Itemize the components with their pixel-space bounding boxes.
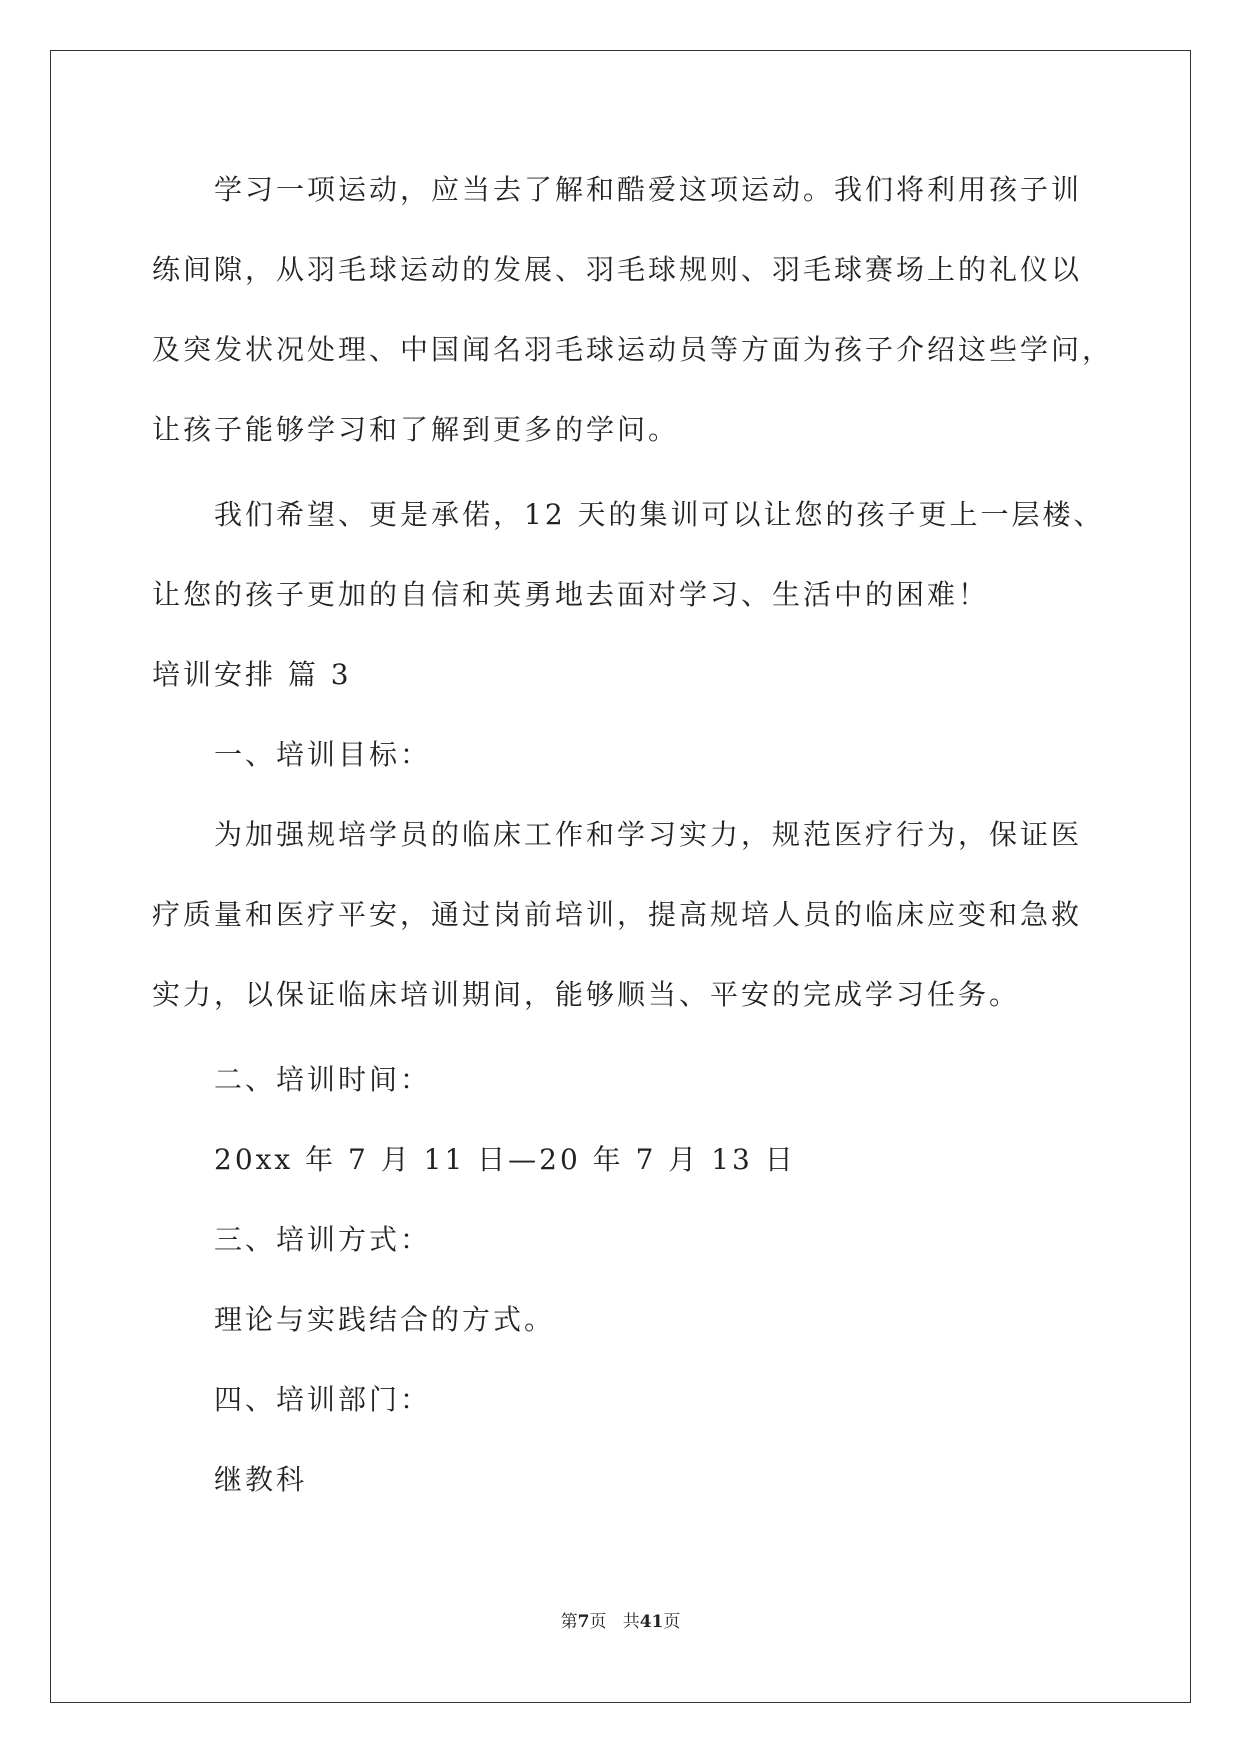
paragraph-line-4: 让孩子能够学习和了解到更多的学问。: [152, 413, 680, 446]
paragraph-line-9: 为加强规培学员的临床工作和学习实力，规范医疗行为，保证医: [214, 818, 1083, 851]
paragraph-line-3: 及突发状况处理、中国闻名羽毛球运动员等方面为孩子介绍这些学问，: [152, 333, 1114, 366]
page-footer: [0, 1610, 1241, 1634]
footer-total-unit: 页: [663, 1612, 681, 1632]
subheading-department: 四、培训部门：: [214, 1383, 432, 1416]
subheading-goal: 一、培训目标：: [214, 738, 432, 771]
section-heading: 培训安排 篇 3: [152, 658, 352, 691]
paragraph-line-1: 学习一项运动，应当去了解和酷爱这项运动。我们将利用孩子训: [214, 173, 1083, 206]
page-border: [50, 50, 1191, 1703]
paragraph-line-6: 让您的孩子更加的自信和英勇地去面对学习、生活中的困难！: [152, 578, 990, 611]
footer-total-prefix: 共: [622, 1612, 640, 1632]
footer-page-number: 7: [577, 1612, 590, 1632]
paragraph-line-5: 我们希望、更是承偌，12 天的集训可以让您的孩子更上一层楼、: [214, 498, 1105, 531]
department-text: 继教科: [214, 1463, 308, 1496]
paragraph-line-2: 练间隙，从羽毛球运动的发展、羽毛球规则、羽毛球赛场上的礼仪以: [152, 253, 1083, 286]
footer-page-unit: 页: [589, 1612, 607, 1632]
paragraph-line-10: 疗质量和医疗平安，通过岗前培训，提高规培人员的临床应变和急救: [152, 898, 1083, 931]
footer-prefix: 第: [560, 1612, 578, 1632]
paragraph-line-11: 实力，以保证临床培训期间，能够顺当、平安的完成学习任务。: [152, 978, 1021, 1011]
subheading-time: 二、培训时间：: [214, 1063, 432, 1096]
footer-total-pages: 41: [639, 1612, 664, 1632]
method-text: 理论与实践结合的方式。: [214, 1303, 556, 1336]
subheading-method: 三、培训方式：: [214, 1223, 432, 1256]
training-dates: 20xx 年 7 月 11 日—20 年 7 月 13 日: [214, 1143, 796, 1176]
